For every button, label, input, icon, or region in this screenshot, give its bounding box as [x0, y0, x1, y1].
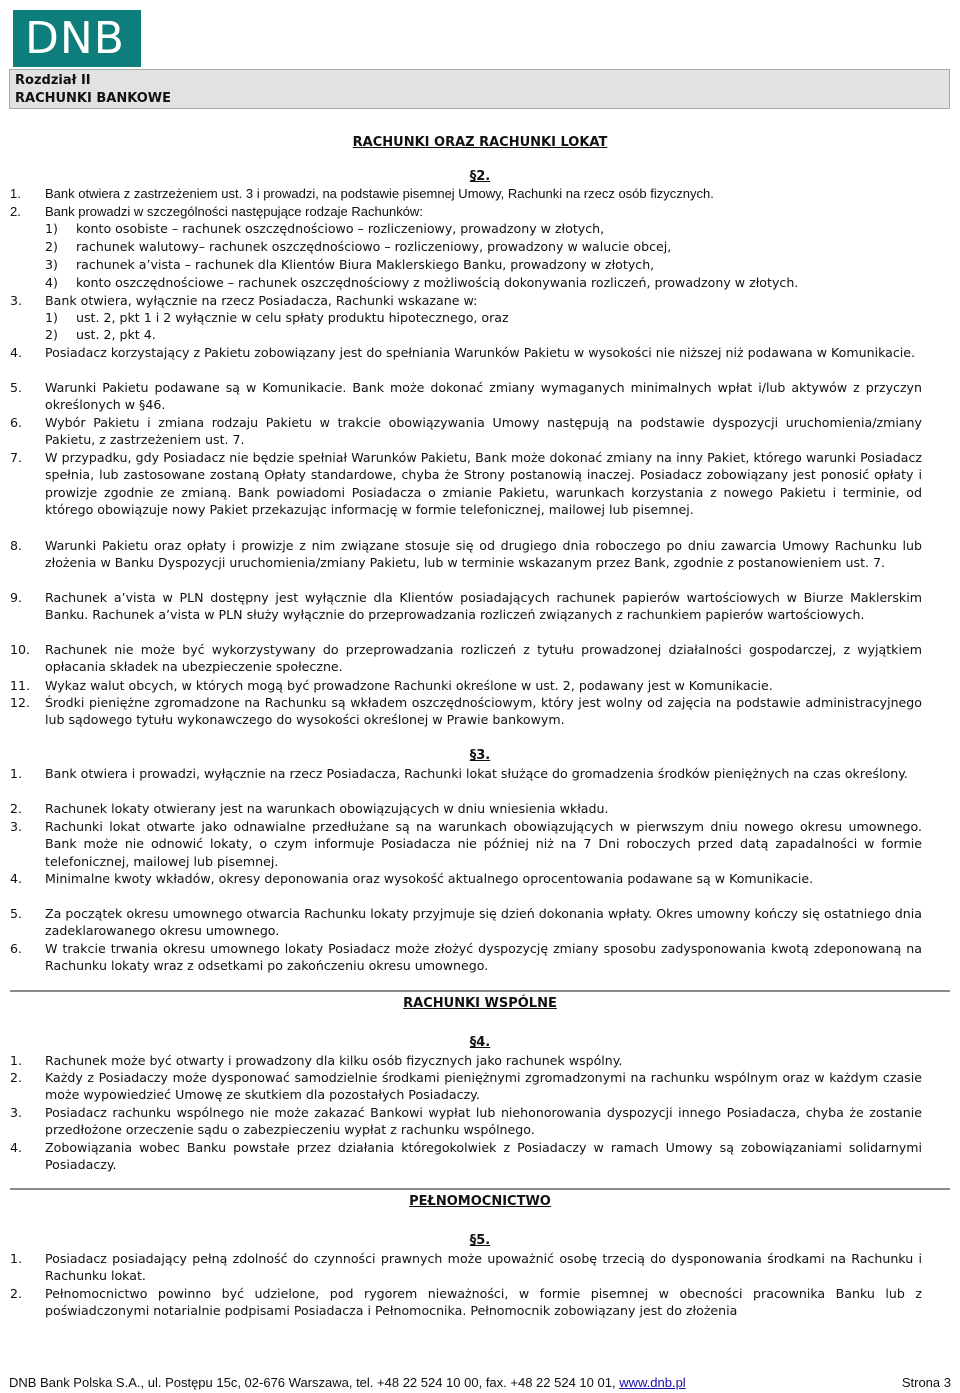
p2-item-8: 8. Warunki Pakietu oraz opłaty i prowizje z nim związane stosuje się od drugiego dnia roboczego po dniu zawarcia Umowy Rachunku lub złożenia w Banku Dyspozycji uruchomienia/zmiany Pakietu, lub w terminie wskazanym przez Bank, zgodnie z postanowieniem ust. 7.: [10, 538, 922, 571]
p3-item-3: 3. Rachunki lokat otwarte jako odnawialne przedłużane są na warunkach obowiązujących w pierwszym dniu nowego okresu umownego. Bank może nie odnowić lokaty, o czym informuje Posiadacza nie później niż na 7 Dni roboczych przed datą zapadalności w formie telefonicznej, mailowej lub pisemnej.: [10, 819, 922, 869]
p2-subitem-4: 4) konto oszczędnościowe – rachunek oszczędnościowy z możliwością dokonywania rozliczeń, prowadzony w złotych.: [45, 275, 799, 290]
p2-item-3-sub-1: 1) ust. 2, pkt 1 i 2 wyłącznie w celu spłaty produktu hipotecznego, oraz: [45, 310, 509, 325]
section-heading-power-of-attorney: PEŁNOMOCNICTWO: [10, 1188, 950, 1211]
p2-item-11: 11. Wykaz walut obcych, w których mogą być prowadzone Rachunki określone w ust. 2, podawany jest w Komunikacie.: [10, 678, 773, 693]
p2-item-5: 5. Warunki Pakietu podawane są w Komunikacie. Bank może dokonać zmiany wymaganych minimalnych wpłat i/lub aktywów z przyczyn określonych w §46.: [10, 380, 922, 413]
paragraph-title-3: §3.: [469, 748, 491, 763]
p4-item-3: 3. Posiadacz rachunku wspólnego nie może zakazać Bankowi wypłat lub niehonorowania dyspozycji innego Posiadacza, chyba że zostanie przedłożone orzeczenie sądu o zabezpieczeniu wypłat z rachunku wspólnego.: [10, 1105, 922, 1138]
footer-address: DNB Bank Polska S.A., ul. Postępu 15c, 02-676 Warszawa, tel. +48 22 524 10 00, fax. +48 22 524 10 01,: [9, 1375, 616, 1390]
p3-item-1: 1. Bank otwiera i prowadzi, wyłącznie na rzecz Posiadacza, Rachunki lokat służące do gromadzenia środków pieniężnych na czas określony.: [10, 766, 908, 781]
chapter-title: RACHUNKI BANKOWE: [15, 91, 171, 106]
p2-item-4: 4. Posiadacz korzystający z Pakietu zobowiązany jest do spełniania Warunków Pakietu w wysokości nie niższej niż podawana w Komunikacie.: [10, 345, 916, 360]
p2-item-3-sub-2: 2) ust. 2, pkt 4.: [45, 327, 156, 342]
p2-item-2: 2. Bank prowadzi w szczególności następujące rodzaje Rachunków:: [10, 204, 423, 219]
p2-subitem-2: 2) rachunek walutowy– rachunek oszczędnościowo – rozliczeniowy, prowadzony w walucie obcej,: [45, 239, 672, 254]
paragraph-title-5: §5.: [469, 1233, 491, 1248]
p4-item-1: 1. Rachunek może być otwarty i prowadzony dla kilku osób fizycznych jako rachunek wspólny.: [10, 1053, 623, 1068]
p5-item-2: 2. Pełnomocnictwo powinno być udzielone, pod rygorem nieważności, w formie pisemnej w obecności pracownika Banku lub z poświadczonymi notarialnie podpisami Posiadacza i Pełnomocnika. Pełnomocnik zobowiązany jest do złożenia: [10, 1286, 922, 1319]
paragraph-title-4: §4.: [469, 1035, 491, 1050]
p4-item-2: 2. Każdy z Posiadaczy może dysponować samodzielnie środkami pieniężnymi zgromadzonymi na rachunku wspólnym oraz w każdym czasie może wypowiedzieć Umowę ze skutkiem dla pozostałych Posiadaczy.: [10, 1070, 922, 1103]
p3-item-4: 4. Minimalne kwoty wkładów, okresy deponowania oraz wysokość aktualnego oprocentowania podawane są w Komunikacie.: [10, 871, 814, 886]
p3-item-2: 2. Rachunek lokaty otwierany jest na warunkach obowiązujących w dniu wniesienia wkładu.: [10, 801, 609, 816]
p2-item-6: 6. Wybór Pakietu i zmiana rodzaju Pakietu w trakcie obowiązywania Umowy następują na podstawie dyspozycji uruchomienia/zmiany Pakietu, z zastrzeżeniem ust. 7.: [10, 415, 922, 448]
chapter-header: [9, 69, 950, 109]
p2-item-7: 7. W przypadku, gdy Posiadacz nie będzie spełniał Warunków Pakietu, Bank może dokonać zmiany na inny Pakiet, którego warunki Posiadacz spełnia, lub zastosowane zostaną Opłaty standardowe, chyba że Strony postanowią inaczej. Posiadacz zobowiązany jest ponosić opłaty i prowizje zgodnie ze zmianą. Bank powiadomi Posiadacza o zmianie Pakietu, warunkach korzystania z nowego Pakietu i terminie, od którego obowiązuje nowy Pakiet przekazując informację w formie telefonicznej, mailowej lub pisemnej.: [10, 450, 922, 517]
footer-website-link[interactable]: www.dnb.pl: [619, 1375, 686, 1390]
page-number: Strona 3: [901, 1375, 951, 1390]
section-heading-accounts: RACHUNKI ORAZ RACHUNKI LOKAT: [352, 135, 608, 150]
chapter-number: Rozdział II: [15, 73, 91, 88]
section-heading-joint-accounts: RACHUNKI WSPÓLNE: [10, 990, 950, 1013]
page-footer: [9, 1375, 951, 1391]
paragraph-title-2: §2.: [469, 169, 491, 184]
dnb-logo: DNB: [13, 10, 141, 67]
p2-subitem-3: 3) rachunek a’vista – rachunek dla Klientów Biura Maklerskiego Banku, prowadzony w złotych,: [45, 257, 655, 272]
p4-item-4: 4. Zobowiązania wobec Banku powstałe przez działania któregokolwiek z Posiadaczy w ramach Umowy są zobowiązaniami solidarnymi Posiadaczy.: [10, 1140, 922, 1173]
p5-item-1: 1. Posiadacz posiadający pełną zdolność do czynności prawnych może upoważnić osobę trzecią do dysponowania środkami na Rachunku i Rachunku lokat.: [10, 1251, 922, 1284]
p3-item-6: 6. W trakcie trwania okresu umownego lokaty Posiadacz może złożyć dyspozycję zmiany sposobu zadysponowania kwotą zdeponowaną na Rachunku lokaty wraz z odsetkami po zakończeniu okresu umownego.: [10, 941, 922, 974]
p2-item-12: 12. Środki pieniężne zgromadzone na Rachunku są wkładem oszczędnościowym, który jest wolny od zajęcia na podstawie administracyjnego lub sądowego tytułu wykonawczego do wysokości określonej w Prawie bankowym.: [10, 695, 922, 728]
p2-item-1: 1. Bank otwiera z zastrzeżeniem ust. 3 i prowadzi, na podstawie pisemnej Umowy, Rachunki na rzecz osób fizycznych.: [10, 186, 714, 201]
p2-item-3: 3. Bank otwiera, wyłącznie na rzecz Posiadacza, Rachunki wskazane w:: [10, 293, 478, 308]
p2-item-10: 10. Rachunek nie może być wykorzystywany do przeprowadzania rozliczeń z tytułu prowadzonej działalności gospodarczej, z wyjątkiem opłacania składek na ubezpieczenie społeczne.: [10, 642, 922, 675]
p2-subitem-1: 1) konto osobiste – rachunek oszczędnościowo – rozliczeniowy, prowadzony w złotych,: [45, 221, 605, 236]
p3-item-5: 5. Za początek okresu umownego otwarcia Rachunku lokaty przyjmuje się dzień dokonania wpłaty. Okres umowny kończy się ostatniego dnia zadeklarowanego okresu umownego.: [10, 906, 922, 939]
p2-item-9: 9. Rachunek a’vista w PLN dostępny jest wyłącznie dla Klientów posiadających rachunek papierów wartościowych w Biurze Maklerskim Banku. Rachunek a’vista w PLN służy wyłącznie do przeprowadzania rozliczeń związanych z rachunkiem papierów wartościowych.: [10, 590, 922, 623]
